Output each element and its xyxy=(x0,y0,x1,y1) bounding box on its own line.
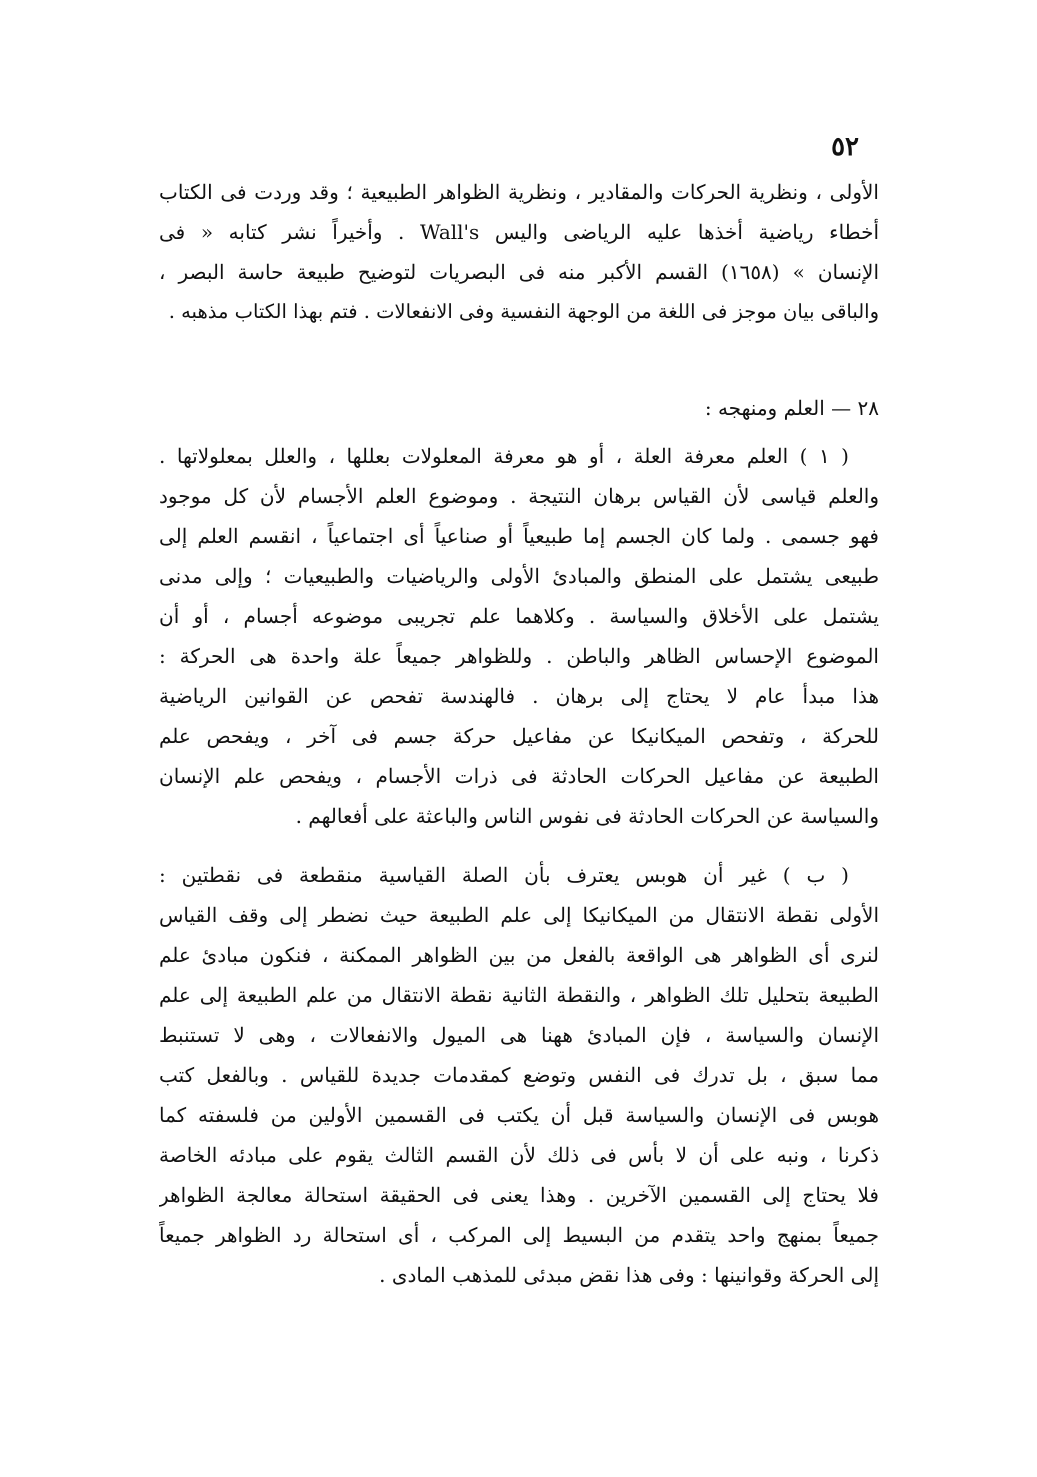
text-line: الموضوع الإحساس الظاهر والباطن . وللظواهر جميعاً علة واحدة هى الحركة : xyxy=(159,644,879,668)
text-line: مما سبق ، بل تدرك فى النفس وتوضع كمقدمات جديدة للقياس . وبالفعل كتب xyxy=(159,1063,879,1087)
text-line: فلا يحتاج إلى القسمين الآخرين . وهذا يعنى فى الحقيقة استحالة معالجة الظواهر xyxy=(159,1183,879,1207)
text-line: لنرى أى الظواهر هى الواقعة بالفعل من بين الظواهر الممكنة ، فنكون مبادئ علم xyxy=(159,943,879,967)
text-line: والعلم قياسى لأن القياس برهان النتيجة . وموضوع العلم الأجسام لأن كل موجود xyxy=(159,484,879,508)
text-line: هذا مبدأ عام لا يحتاج إلى برهان . فالهندسة تفحص عن القوانين الرياضية xyxy=(159,684,879,708)
intro-paragraph xyxy=(159,172,879,332)
text-line: أخطاء رياضية أخذها عليه الرياضى واليس Wall's . وأخيراً نشر كتابه « فى xyxy=(159,220,879,244)
text-line: ( ١ ) العلم معرفة العلة ، أو هو معرفة المعلولات بعللها ، والعلل بمعلولاتها . xyxy=(159,444,849,468)
text-line: إلى الحركة وقوانينها : وفى هذا نقض مبدئى للمذهب المادى . xyxy=(379,1263,879,1287)
section-heading: ٢٨ — العلم ومنهجه : xyxy=(704,396,879,420)
text-line: فهو جسمى . ولما كان الجسم إما طبيعياً أو صناعياً أى اجتماعياً ، انقسم العلم إلى xyxy=(159,524,879,548)
text-line: للحركة ، وتفحص الميكانيكا عن مفاعيل حركة جسم فى آخر ، ويفحص علم xyxy=(159,724,879,748)
text-line: والباقى بيان موجز فى اللغة من الوجهة النفسية وفى الانفعالات . فتم بهذا الكتاب مذهبه . xyxy=(168,300,879,323)
page-number: ٥٢ xyxy=(831,132,859,162)
text-line: الأولى ، ونظرية الحركات والمقادير ، ونظرية الظواهر الطبيعية ؛ وقد وردت فى الكتاب xyxy=(159,180,879,204)
paragraph-b xyxy=(159,855,879,1295)
text-line: يشتمل على الأخلاق والسياسة . وكلاهما علم تجريبى موضوعه أجسام ، أو أن xyxy=(159,604,879,628)
text-line: الإنسان والسياسة ، فإن المبادئ ههنا هى الميول والانفعالات ، وهى لا تستنبط xyxy=(159,1023,879,1047)
text-line: طبيعى يشتمل على المنطق والمبادئ الأولى والرياضيات والطبيعيات ؛ وإلى مدنى xyxy=(159,564,879,588)
text-line: الطبيعة بتحليل تلك الظواهر ، والنقطة الثانية نقطة الانتقال من علم الطبيعة إلى علم xyxy=(159,983,879,1007)
text-line: والسياسة عن الحركات الحادثة فى نفوس الناس والباعثة على أفعالهم . xyxy=(295,804,879,828)
text-line: ذكرنا ، ونبه على أن لا بأس فى ذلك لأن القسم الثالث يقوم على مبادئه الخاصة xyxy=(159,1143,879,1167)
text-line: ( ب ) غير أن هوبس يعترف بأن الصلة القياسية منقطعة فى نقطتين : xyxy=(159,863,849,887)
text-line: هوبس فى الإنسان والسياسة قبل أن يكتب فى القسمين الأولين من فلسفته كما xyxy=(159,1103,879,1127)
text-line: الطبيعة عن مفاعيل الحركات الحادثة فى ذرات الأجسام ، ويفحص علم الإنسان xyxy=(159,764,879,788)
text-line: جميعاً بمنهج واحد يتقدم من البسيط إلى المركب ، أى استحالة رد الظواهر جميعاً xyxy=(159,1223,879,1247)
text-line: الإنسان » (١٦٥٨) القسم الأكبر منه فى البصريات لتوضيح طبيعة حاسة البصر ، xyxy=(159,260,879,284)
paragraph-a xyxy=(159,436,879,836)
text-line: الأولى نقطة الانتقال من الميكانيكا إلى علم الطبيعة حيث نضطر إلى وقف القياس xyxy=(159,903,879,927)
